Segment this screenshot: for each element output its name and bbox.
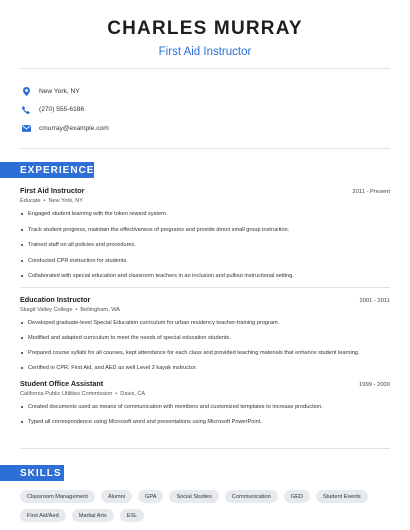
job-bullet: Modified and adapted curriculum to meet the needs of special education students. — [20, 334, 390, 342]
skill-chip: GPA — [138, 490, 163, 503]
section-skills-heading: SKILLS — [0, 465, 64, 481]
job-dates: 1999 - 2000 — [359, 382, 390, 388]
skill-chip: Communication — [225, 490, 278, 503]
skill-chip: GED — [284, 490, 310, 503]
job-location: Davis, CA — [120, 391, 146, 397]
job-employer — [20, 198, 390, 204]
job-bullet: Engaged student learning with the token reward system. — [20, 210, 390, 218]
phone-icon — [20, 104, 32, 116]
job-dates: 2001 - 2011 — [359, 298, 390, 304]
candidate-name: CHARLES MURRAY — [107, 18, 303, 39]
job-bullet: Developed graduate-level Special Education curriculum for urban residency teacher-training program. — [20, 319, 390, 327]
job-bullet: Track student progress, maintain the effectiveness of programs and provide direct small group instruction. — [20, 226, 390, 234]
candidate-role: First Aid Instructor — [158, 46, 252, 58]
map-pin-icon — [20, 85, 32, 97]
contact-email — [20, 119, 109, 137]
contact-divider — [20, 148, 390, 149]
experience-list — [20, 186, 390, 426]
email-text: cmurray@example.com — [39, 124, 109, 132]
skills-list — [20, 490, 396, 522]
experience-divider — [20, 448, 390, 449]
job-title: First Aid Instructor — [20, 186, 85, 195]
job-company: Educate — [20, 198, 41, 204]
job-title: Education Instructor — [20, 295, 91, 304]
job-company: Skagit Valley College — [20, 307, 73, 313]
envelope-icon — [20, 122, 32, 134]
job-bullet: Typed all correspondence using Microsoft word and presentations using Microsoft PowerPoint. — [20, 418, 390, 426]
contact-phone — [20, 101, 109, 119]
job-bullet: Collaborated with special education and classroom teachers in an inclusion and pullout instructional setting. — [20, 272, 390, 280]
job-employer — [20, 307, 390, 313]
resume-header — [0, 0, 410, 59]
job-location: New York, NY — [48, 198, 84, 204]
skill-chip: First Aid/Aed — [20, 509, 66, 522]
location-text: New York, NY — [39, 87, 80, 95]
job-bullet: Conducted CPR instruction for students. — [20, 257, 390, 265]
skill-chip: Classroom Management — [20, 490, 95, 503]
job-bullet: Prepared course syllabi for all courses, kept attendance for each class and provided teaching materials that enhance student learning. — [20, 349, 390, 357]
job-title: Student Office Assistant — [20, 379, 104, 388]
section-experience-heading: EXPERIENCE — [0, 162, 94, 178]
skill-chip: ESL — [120, 509, 145, 522]
job-bullets — [20, 403, 390, 426]
job-bullet: Trained staff on all policies and procedures. — [20, 241, 390, 249]
job-bullets — [20, 210, 390, 280]
skill-chip: Student Events — [316, 490, 368, 503]
job-dates: 2011 - Present — [352, 189, 390, 195]
job-bullets — [20, 319, 390, 372]
job-employer — [20, 391, 390, 397]
contact-info — [20, 82, 109, 138]
job-divider — [20, 287, 390, 288]
job-bullet: Certified in CPR, First Aid, and AED as well Level 2 kayak instructor. — [20, 364, 390, 372]
job-company: California Public Utilities Commission — [20, 391, 113, 397]
separator-dot: • — [75, 307, 78, 313]
separator-dot: • — [43, 198, 46, 204]
job-location: Bellingham, WA — [80, 307, 121, 313]
job-entry — [20, 295, 390, 372]
job-entry — [20, 186, 390, 280]
job-bullet: Created documents used as means of communication with members and customized templates to increase production. — [20, 403, 390, 411]
skill-chip: Martial Arts — [72, 509, 114, 522]
contact-location — [20, 82, 109, 100]
phone-text: (270) 555-6186 — [39, 106, 85, 113]
skill-chip: Alumni — [101, 490, 132, 503]
skill-chip: Social Studies — [169, 490, 218, 503]
separator-dot: • — [115, 391, 118, 397]
header-divider — [20, 68, 390, 69]
job-entry — [20, 379, 390, 426]
